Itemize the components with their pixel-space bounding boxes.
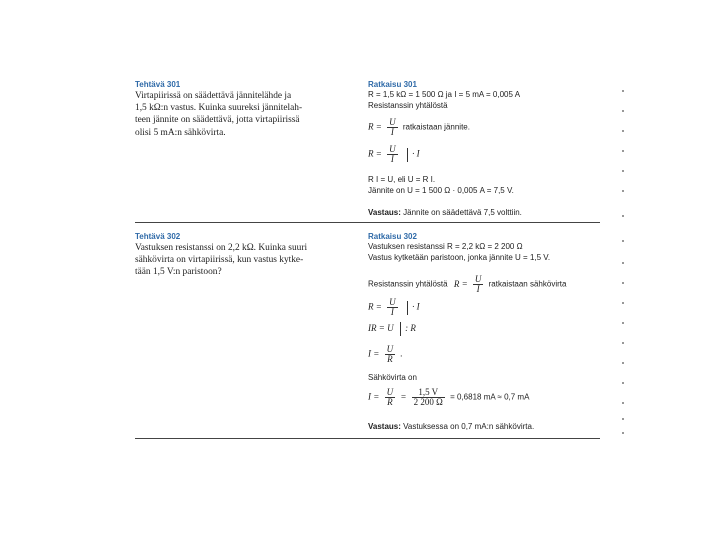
problem-302-line: sähkövirta on virtapiirissä, kun vastus kytke- (135, 255, 304, 266)
solution-301-multiply-step: R = $\frac{U}{I}$ · I (368, 144, 420, 164)
margin-dot (622, 262, 624, 264)
solution-302-resistance: Vastuksen resistanssi R = 2,2 kΩ = 2 200 Ω (368, 242, 523, 251)
divider (135, 222, 600, 223)
margin-dot (622, 302, 624, 304)
margin-dot (622, 282, 624, 284)
margin-dot (622, 130, 624, 132)
margin-dot (622, 432, 624, 434)
solution-301-formula (368, 118, 470, 137)
formula-lhs: R = (368, 121, 382, 132)
fraction: $\frac{U}{I}$ (389, 117, 396, 137)
problem-301-line: olisi 5 mA:n sähkövirta. (135, 127, 226, 138)
problem-301-line: Virtapiirissä on säädettävä jännitelähde ja (135, 91, 292, 101)
solution-301-heading: Ratkaisu 301 (368, 80, 417, 89)
margin-dot (622, 150, 624, 152)
fraction: $\frac{1,5 V}{2 200 \Omega}$ (413, 387, 443, 407)
fraction: $\frac{U}{R}$ (386, 344, 394, 364)
problem-301-line: teen jännite on säädettävä, jotta virtapiirissä (135, 115, 300, 126)
solution-302-current-label: Sähkövirta on (368, 373, 417, 382)
solution-302-intro: Resistanssin yhtälöstä R = $\frac{U}{I}$ ratkaistaan sähkövirta (368, 274, 567, 294)
solution-302-solved: I = $\frac{U}{R}$ . (368, 344, 403, 364)
margin-dot (622, 362, 624, 364)
solution-302-divide-step: IR = U : R (368, 322, 416, 336)
divider (135, 438, 600, 439)
solution-302-answer: Vastaus: Vastuksessa on 0,7 mA:n sähkövirta. (368, 422, 535, 431)
problem-301-line: 1,5 kΩ:n vastus. Kuinka suureksi jännitelah- (135, 103, 303, 114)
fraction: $\frac{U}{R}$ (386, 387, 394, 407)
solution-302-calculation: I = $\frac{U}{R}$ = $\frac{1,5 V}{2 200 \Omega}$ = 0,6818 mA ≈ 0,7 mA (368, 387, 530, 407)
margin-dot (622, 215, 624, 217)
margin-dot (622, 240, 624, 242)
margin-dot (622, 382, 624, 384)
operation-bar (407, 148, 408, 162)
margin-dot (622, 90, 624, 92)
margin-dot (622, 322, 624, 324)
problem-302-text (135, 242, 355, 279)
margin-dot (622, 190, 624, 192)
problem-302-line: Vastuksen resistanssi on 2,2 kΩ. Kuinka suuri (135, 243, 308, 253)
solution-302-multiply-step: R = $\frac{U}{I}$ · I (368, 297, 420, 317)
fraction: $\frac{U}{I}$ (474, 274, 482, 294)
margin-dot (622, 110, 624, 112)
problem-302-line: tään 1,5 V:n paristoon? (135, 267, 222, 278)
margin-dot (622, 402, 624, 404)
margin-dot (622, 342, 624, 344)
solution-302-voltage: Vastus kytketään paristoon, jonka jännite U = 1,5 V. (368, 253, 551, 262)
problem-301-heading: Tehtävä 301 (135, 80, 181, 89)
margin-dot (622, 170, 624, 172)
operation-bar (400, 322, 401, 336)
solution-301-given: R = 1,5 kΩ = 1 500 Ω ja I = 5 mA = 0,005 A (368, 90, 521, 99)
fraction: $\frac{U}{I}$ (389, 144, 396, 164)
solution-301-calculation: Jännite on U = 1 500 Ω · 0,005 A = 7,5 V. (368, 186, 514, 195)
margin-dot (622, 418, 624, 420)
problem-301-text (135, 90, 355, 139)
solution-301-intro: Resistanssin yhtälöstä (368, 101, 448, 110)
solution-301-rearranged: R I = U, eli U = R I. (368, 175, 436, 184)
solution-301-answer: Vastaus: Jännite on säädettävä 7,5 volttiin. (368, 208, 522, 217)
problem-302-heading: Tehtävä 302 (135, 232, 181, 241)
solution-302-heading: Ratkaisu 302 (368, 232, 417, 241)
operation-bar (407, 301, 408, 315)
formula-text: ratkaistaan jännite. (402, 122, 470, 132)
fraction: $\frac{U}{I}$ (389, 297, 396, 317)
